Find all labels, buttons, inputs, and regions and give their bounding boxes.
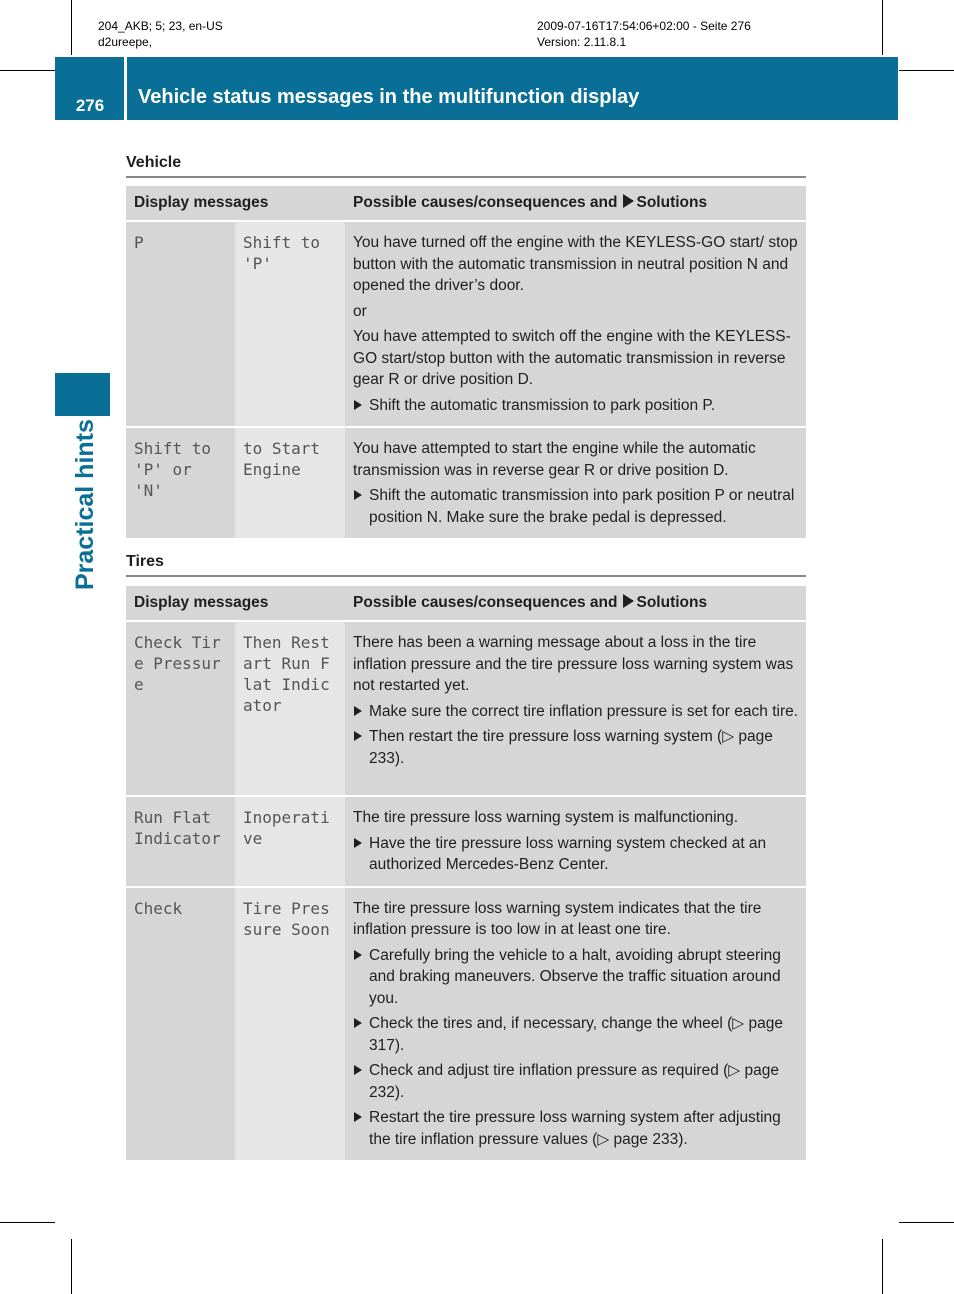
table-header-row [126,186,806,221]
section-title-vehicle: Vehicle [126,154,182,171]
triangle-right-icon [354,706,362,716]
causes-cell [345,427,806,538]
solution-step [353,726,798,769]
triangle-right-icon [354,490,362,500]
solution-text: Then restart the tire pressure loss warning system (▷ page 233). [369,728,773,767]
display-message-part2: Tire Pressure Soon [235,887,345,1161]
crop-mark [882,0,883,55]
solution-text: Carefully bring the vehicle to a halt, avoiding abrupt steering and braking maneuvers. Observe the traffic situation around you. [369,946,781,1007]
solution-step [353,701,798,723]
triangle-right-icon [354,1112,362,1122]
solution-step [353,395,798,417]
chapter-label-text: Practical hints [71,419,99,590]
col-header-causes [345,586,806,621]
page-title: Vehicle status messages in the multifunction display [138,86,640,108]
meta-line: Version: 2.11.8.1 [537,35,627,49]
section-rule [126,575,806,577]
col-header-display: Display messages [126,186,345,221]
vehicle-table [126,186,806,538]
display-message-part1: Check Tire Pressure [126,621,235,796]
causes-cell [345,621,806,796]
table-row [126,887,806,1161]
col-header-solutions-text: Solutions [636,594,708,611]
meta-line: 2009-07-16T17:54:06+02:00 - Seite 276 [537,19,751,33]
crop-mark [0,1222,55,1223]
triangle-right-icon [354,1065,362,1075]
display-message-part1: Shift to 'P' or 'N' [126,427,235,538]
col-header-causes-text: Possible causes/consequences and [353,594,618,611]
display-message-part2: Then Restart Run Flat Indicator [235,621,345,796]
display-message-part2: to Start Engine [235,427,345,538]
table-row [126,621,806,796]
crop-mark [899,1222,954,1223]
solution-step [353,1060,798,1103]
solution-step [353,945,798,1010]
page-number: 276 [75,96,105,115]
display-message-part1: P [126,221,235,427]
chapter-tab [55,373,110,416]
solution-step [353,1107,798,1150]
solution-step [353,485,798,528]
display-message-part2: Shift to 'P' [235,221,345,427]
col-header-causes-text: Possible causes/consequences and [353,194,618,211]
causes-cell [345,796,806,887]
cause-text: You have turned off the engine with the KEYLESS-GO start/ stop button with the automatic transmission in neutral position N and opened the driver’s door. [353,234,798,294]
crop-mark [71,0,72,55]
triangle-right-icon [354,838,362,848]
causes-cell [345,887,806,1161]
display-message-part1: Check [126,887,235,1161]
crop-mark [71,1239,72,1294]
table-row [126,796,806,887]
cause-text: You have attempted to switch off the engine with the KEYLESS-GO start/stop button with the automatic transmission in reverse gear R or drive position D. [353,328,791,388]
table-header-row [126,586,806,621]
table-row [126,221,806,427]
cause-text: There has been a warning message about a loss in the tire inflation pressure and the tire pressure loss warning system was not restarted yet. [353,634,794,694]
display-message-part2: Inoperative [235,796,345,887]
crop-mark [882,1239,883,1294]
print-meta-left [98,18,223,50]
solution-text: Shift the automatic transmission to park position P. [369,396,716,414]
cause-text: You have attempted to start the engine while the automatic transmission was in reverse gear R or drive position D. [353,440,756,479]
triangle-right-icon [354,731,362,741]
causes-cell [345,221,806,427]
header-divider [124,57,127,120]
col-header-display: Display messages [126,586,345,621]
triangle-right-icon [354,400,362,410]
solution-text: Check and adjust tire inflation pressure as required (▷ page 232). [369,1062,779,1101]
solution-text: Shift the automatic transmission into park position P or neutral position N. Make sure the brake pedal is depressed. [369,487,795,526]
display-message-part1: Run Flat Indicator [126,796,235,887]
print-meta-right [537,18,751,50]
crop-mark [899,70,954,71]
meta-line: d2ureepe, [98,35,153,49]
tires-table [126,586,806,1160]
solution-step [353,833,798,876]
triangle-right-icon [623,194,634,208]
cause-or: or [353,302,367,320]
solution-text: Have the tire pressure loss warning system checked at an authorized Mercedes-Benz Center. [369,834,767,873]
section-title-tires: Tires [126,553,164,570]
col-header-solutions-text: Solutions [636,194,708,211]
solution-text: Check the tires and, if necessary, change the wheel (▷ page 317). [369,1015,784,1054]
cause-text: The tire pressure loss warning system indicates that the tire inflation pressure is too low in at least one tire. [353,899,762,938]
crop-mark [0,70,55,71]
meta-line: 204_AKB; 5; 23, en-US [98,19,223,33]
triangle-right-icon [354,1018,362,1028]
triangle-right-icon [623,594,634,608]
col-header-causes [345,186,806,221]
solution-text: Restart the tire pressure loss warning system after adjusting the tire inflation pressure values (▷ page 233). [369,1109,781,1148]
table-row [126,427,806,538]
section-rule [126,176,806,178]
triangle-right-icon [354,950,362,960]
solution-step [353,1013,798,1056]
solution-text: Make sure the correct tire inflation pressure is set for each tire. [369,702,799,720]
cause-text: The tire pressure loss warning system is malfunctioning. [353,809,739,826]
